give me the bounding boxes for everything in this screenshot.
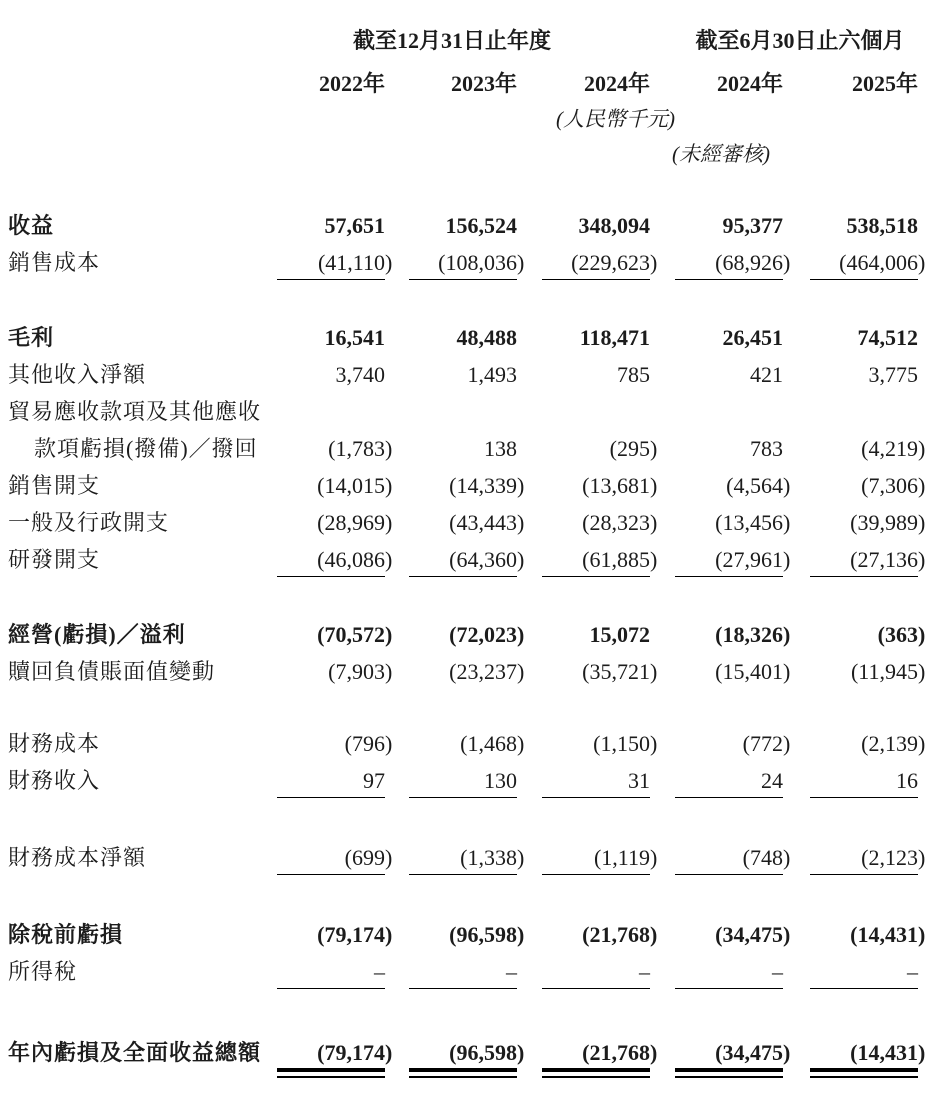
value-cell: 24 <box>660 770 793 792</box>
section-spacer <box>8 698 930 733</box>
value-cell: 57,651 <box>324 213 385 238</box>
value-cell: (2,123 ) <box>793 847 928 869</box>
row-label: 財務成本 <box>8 731 101 756</box>
value-cell: (21,768 ) <box>582 922 658 947</box>
year-header-row <box>8 73 930 95</box>
value-cell: (14,015 ) <box>317 473 393 498</box>
double-total-rule <box>542 1068 650 1078</box>
value-cell: (23,237 ) <box>449 659 525 684</box>
value-cell: (464,006 ) <box>793 252 928 274</box>
value-cell: 26,451 <box>722 325 783 350</box>
value-cell: – <box>660 961 793 983</box>
year-header-2025-interim: 2025年 <box>851 71 918 96</box>
value-cell: (1,119 ) <box>527 847 660 869</box>
single-total-rule <box>675 797 783 798</box>
value-cell: (1,338 ) <box>395 847 527 869</box>
value-cell: (7,903 ) <box>328 659 393 684</box>
value-cell: (72,023 ) <box>449 622 525 647</box>
value-cell: (43,443 ) <box>449 510 525 535</box>
single-total-rule <box>810 576 918 577</box>
year-header-2022: 2022年 <box>318 71 385 96</box>
row-label: 所得稅 <box>8 959 78 984</box>
currency-unit-note: (人民幣千元) <box>556 107 675 131</box>
row-label: 贖回負債賬面值變動 <box>8 659 216 684</box>
value-cell: 97 <box>280 770 395 792</box>
value-cell: (46,086 ) <box>280 549 395 571</box>
single-total-rule <box>542 797 650 798</box>
row-label: 其他收入淨額 <box>8 362 147 387</box>
table-row <box>8 961 930 983</box>
value-cell: 3,775 <box>868 362 918 387</box>
period-group-annual: 截至12月31日止年度 <box>352 28 551 53</box>
value-cell: (96,598 ) <box>395 1042 527 1064</box>
value-cell: (79,174 ) <box>280 1042 395 1064</box>
value-cell: – <box>793 961 928 983</box>
unaudited-note: (未經審核) <box>672 142 770 166</box>
value-cell: (15,401 ) <box>715 659 791 684</box>
row-label: 銷售開支 <box>8 473 101 498</box>
value-cell: (4,564 ) <box>726 473 791 498</box>
table-row <box>8 215 930 237</box>
period-group-row <box>8 30 930 52</box>
single-total-rule <box>542 576 650 577</box>
value-cell: (2,139 ) <box>861 731 926 756</box>
single-total-rule <box>277 576 385 577</box>
table-header <box>8 30 930 165</box>
value-cell: – <box>395 961 527 983</box>
single-total-rule <box>675 874 783 875</box>
value-cell: (68,926 ) <box>660 252 793 274</box>
table-row <box>8 475 930 497</box>
section-spacer <box>8 807 930 847</box>
table-row <box>8 924 930 946</box>
single-total-rule <box>675 988 783 989</box>
value-cell: (14,431 ) <box>793 1042 928 1064</box>
row-label: 一般及行政開支 <box>8 510 170 535</box>
value-cell: (61,885 ) <box>527 549 660 571</box>
year-header-2024-interim: 2024年 <box>716 71 783 96</box>
single-total-rule <box>542 988 650 989</box>
section-spacer <box>8 884 930 924</box>
value-cell: (28,969 ) <box>317 510 393 535</box>
value-cell: (18,326 ) <box>715 622 791 647</box>
value-cell: 31 <box>527 770 660 792</box>
table-row <box>8 770 930 792</box>
single-total-rule <box>810 988 918 989</box>
value-cell: 785 <box>617 362 650 387</box>
single-total-rule <box>409 988 517 989</box>
double-total-rule <box>277 1068 385 1078</box>
value-cell: (39,989 ) <box>850 510 926 535</box>
single-total-rule <box>542 279 650 280</box>
value-cell: (41,110 ) <box>280 252 395 274</box>
single-total-rule <box>277 988 385 989</box>
finance-table <box>8 30 930 1064</box>
value-cell: (1,468 ) <box>460 731 525 756</box>
table-body <box>8 215 930 1064</box>
value-cell: (13,456 ) <box>715 510 791 535</box>
value-cell: 1,493 <box>467 362 517 387</box>
value-cell: (796 ) <box>344 731 393 756</box>
value-cell: 130 <box>395 770 527 792</box>
period-group-interim: 截至6月30日止六個月 <box>695 28 905 53</box>
row-label: 經營(虧損)／溢利 <box>8 622 186 647</box>
value-cell: 3,740 <box>335 362 385 387</box>
table-row <box>8 1042 930 1064</box>
row-label: 除稅前虧損 <box>8 922 124 947</box>
value-cell: (21,768 ) <box>527 1042 660 1064</box>
single-total-rule <box>409 576 517 577</box>
row-label: 財務收入 <box>8 768 101 793</box>
value-cell: (4,219 ) <box>861 436 926 461</box>
single-total-rule <box>409 797 517 798</box>
value-cell: (34,475 ) <box>660 1042 793 1064</box>
table-row <box>8 364 930 386</box>
value-cell: (363 ) <box>877 622 926 647</box>
value-cell: 538,518 <box>846 213 918 238</box>
row-label: 研發開支 <box>8 547 101 572</box>
value-cell: (1,783 ) <box>328 436 393 461</box>
single-total-rule <box>277 797 385 798</box>
value-cell: 16,541 <box>324 325 385 350</box>
value-cell: 348,094 <box>578 213 650 238</box>
value-cell: (13,681 ) <box>582 473 658 498</box>
single-total-rule <box>675 576 783 577</box>
single-total-rule <box>542 874 650 875</box>
section-spacer <box>8 289 930 327</box>
value-cell: (70,572 ) <box>317 622 393 647</box>
row-label: 貿易應收款項及其他應收 <box>8 399 262 424</box>
value-cell: (1,150 ) <box>593 731 658 756</box>
table-row <box>8 512 930 534</box>
value-cell: 95,377 <box>722 213 783 238</box>
value-cell: (14,339 ) <box>449 473 525 498</box>
table-row <box>8 661 930 683</box>
row-label: 款項虧損(撥備)／撥回 <box>34 436 258 461</box>
single-total-rule <box>675 279 783 280</box>
table-row <box>8 252 930 274</box>
value-cell: (7,306 ) <box>861 473 926 498</box>
row-label: 財務成本淨額 <box>8 845 147 870</box>
year-header-2023: 2023年 <box>450 71 517 96</box>
table-row <box>8 549 930 571</box>
section-spacer <box>8 998 930 1042</box>
single-total-rule <box>810 279 918 280</box>
single-total-rule <box>810 797 918 798</box>
single-total-rule <box>277 279 385 280</box>
value-cell: (11,945 ) <box>850 659 926 684</box>
value-cell: (64,360 ) <box>395 549 527 571</box>
value-cell: (699 ) <box>280 847 395 869</box>
table-row <box>8 733 930 755</box>
single-total-rule <box>277 874 385 875</box>
year-header-2024: 2024年 <box>583 71 650 96</box>
value-cell: 783 <box>750 436 783 461</box>
row-label: 收益 <box>8 213 55 238</box>
value-cell: (28,323 ) <box>582 510 658 535</box>
table-row <box>8 847 930 869</box>
double-total-rule <box>675 1068 783 1078</box>
row-label: 毛利 <box>8 325 55 350</box>
value-cell: (27,136 ) <box>793 549 928 571</box>
table-row <box>8 401 930 423</box>
single-total-rule <box>409 874 517 875</box>
value-cell: 16 <box>793 770 928 792</box>
value-cell: (108,036 ) <box>395 252 527 274</box>
value-cell: 48,488 <box>456 325 517 350</box>
double-total-rule <box>810 1068 918 1078</box>
value-cell: (27,961 ) <box>660 549 793 571</box>
value-cell: (295 ) <box>609 436 658 461</box>
table-row <box>8 438 930 460</box>
table-row <box>8 327 930 349</box>
single-total-rule <box>409 279 517 280</box>
value-cell: 118,471 <box>579 325 650 350</box>
value-cell: 156,524 <box>445 213 517 238</box>
row-label: 銷售成本 <box>8 250 101 275</box>
value-cell: (14,431 ) <box>850 922 926 947</box>
value-cell: (35,721 ) <box>582 659 658 684</box>
value-cell: 74,512 <box>857 325 918 350</box>
value-cell: (748 ) <box>660 847 793 869</box>
value-cell: 138 <box>484 436 517 461</box>
table-row <box>8 624 930 646</box>
value-cell: (96,598 ) <box>449 922 525 947</box>
value-cell: 421 <box>750 362 783 387</box>
value-cell: (79,174 ) <box>317 922 393 947</box>
single-total-rule <box>810 874 918 875</box>
value-cell: – <box>527 961 660 983</box>
double-total-rule <box>409 1068 517 1078</box>
value-cell: – <box>280 961 395 983</box>
value-cell: 15,072 <box>589 622 650 647</box>
value-cell: (34,475 ) <box>715 922 791 947</box>
section-spacer <box>8 586 930 624</box>
value-cell: (772 ) <box>742 731 791 756</box>
value-cell: (229,623 ) <box>527 252 660 274</box>
row-label: 年內虧損及全面收益總額 <box>8 1040 262 1065</box>
